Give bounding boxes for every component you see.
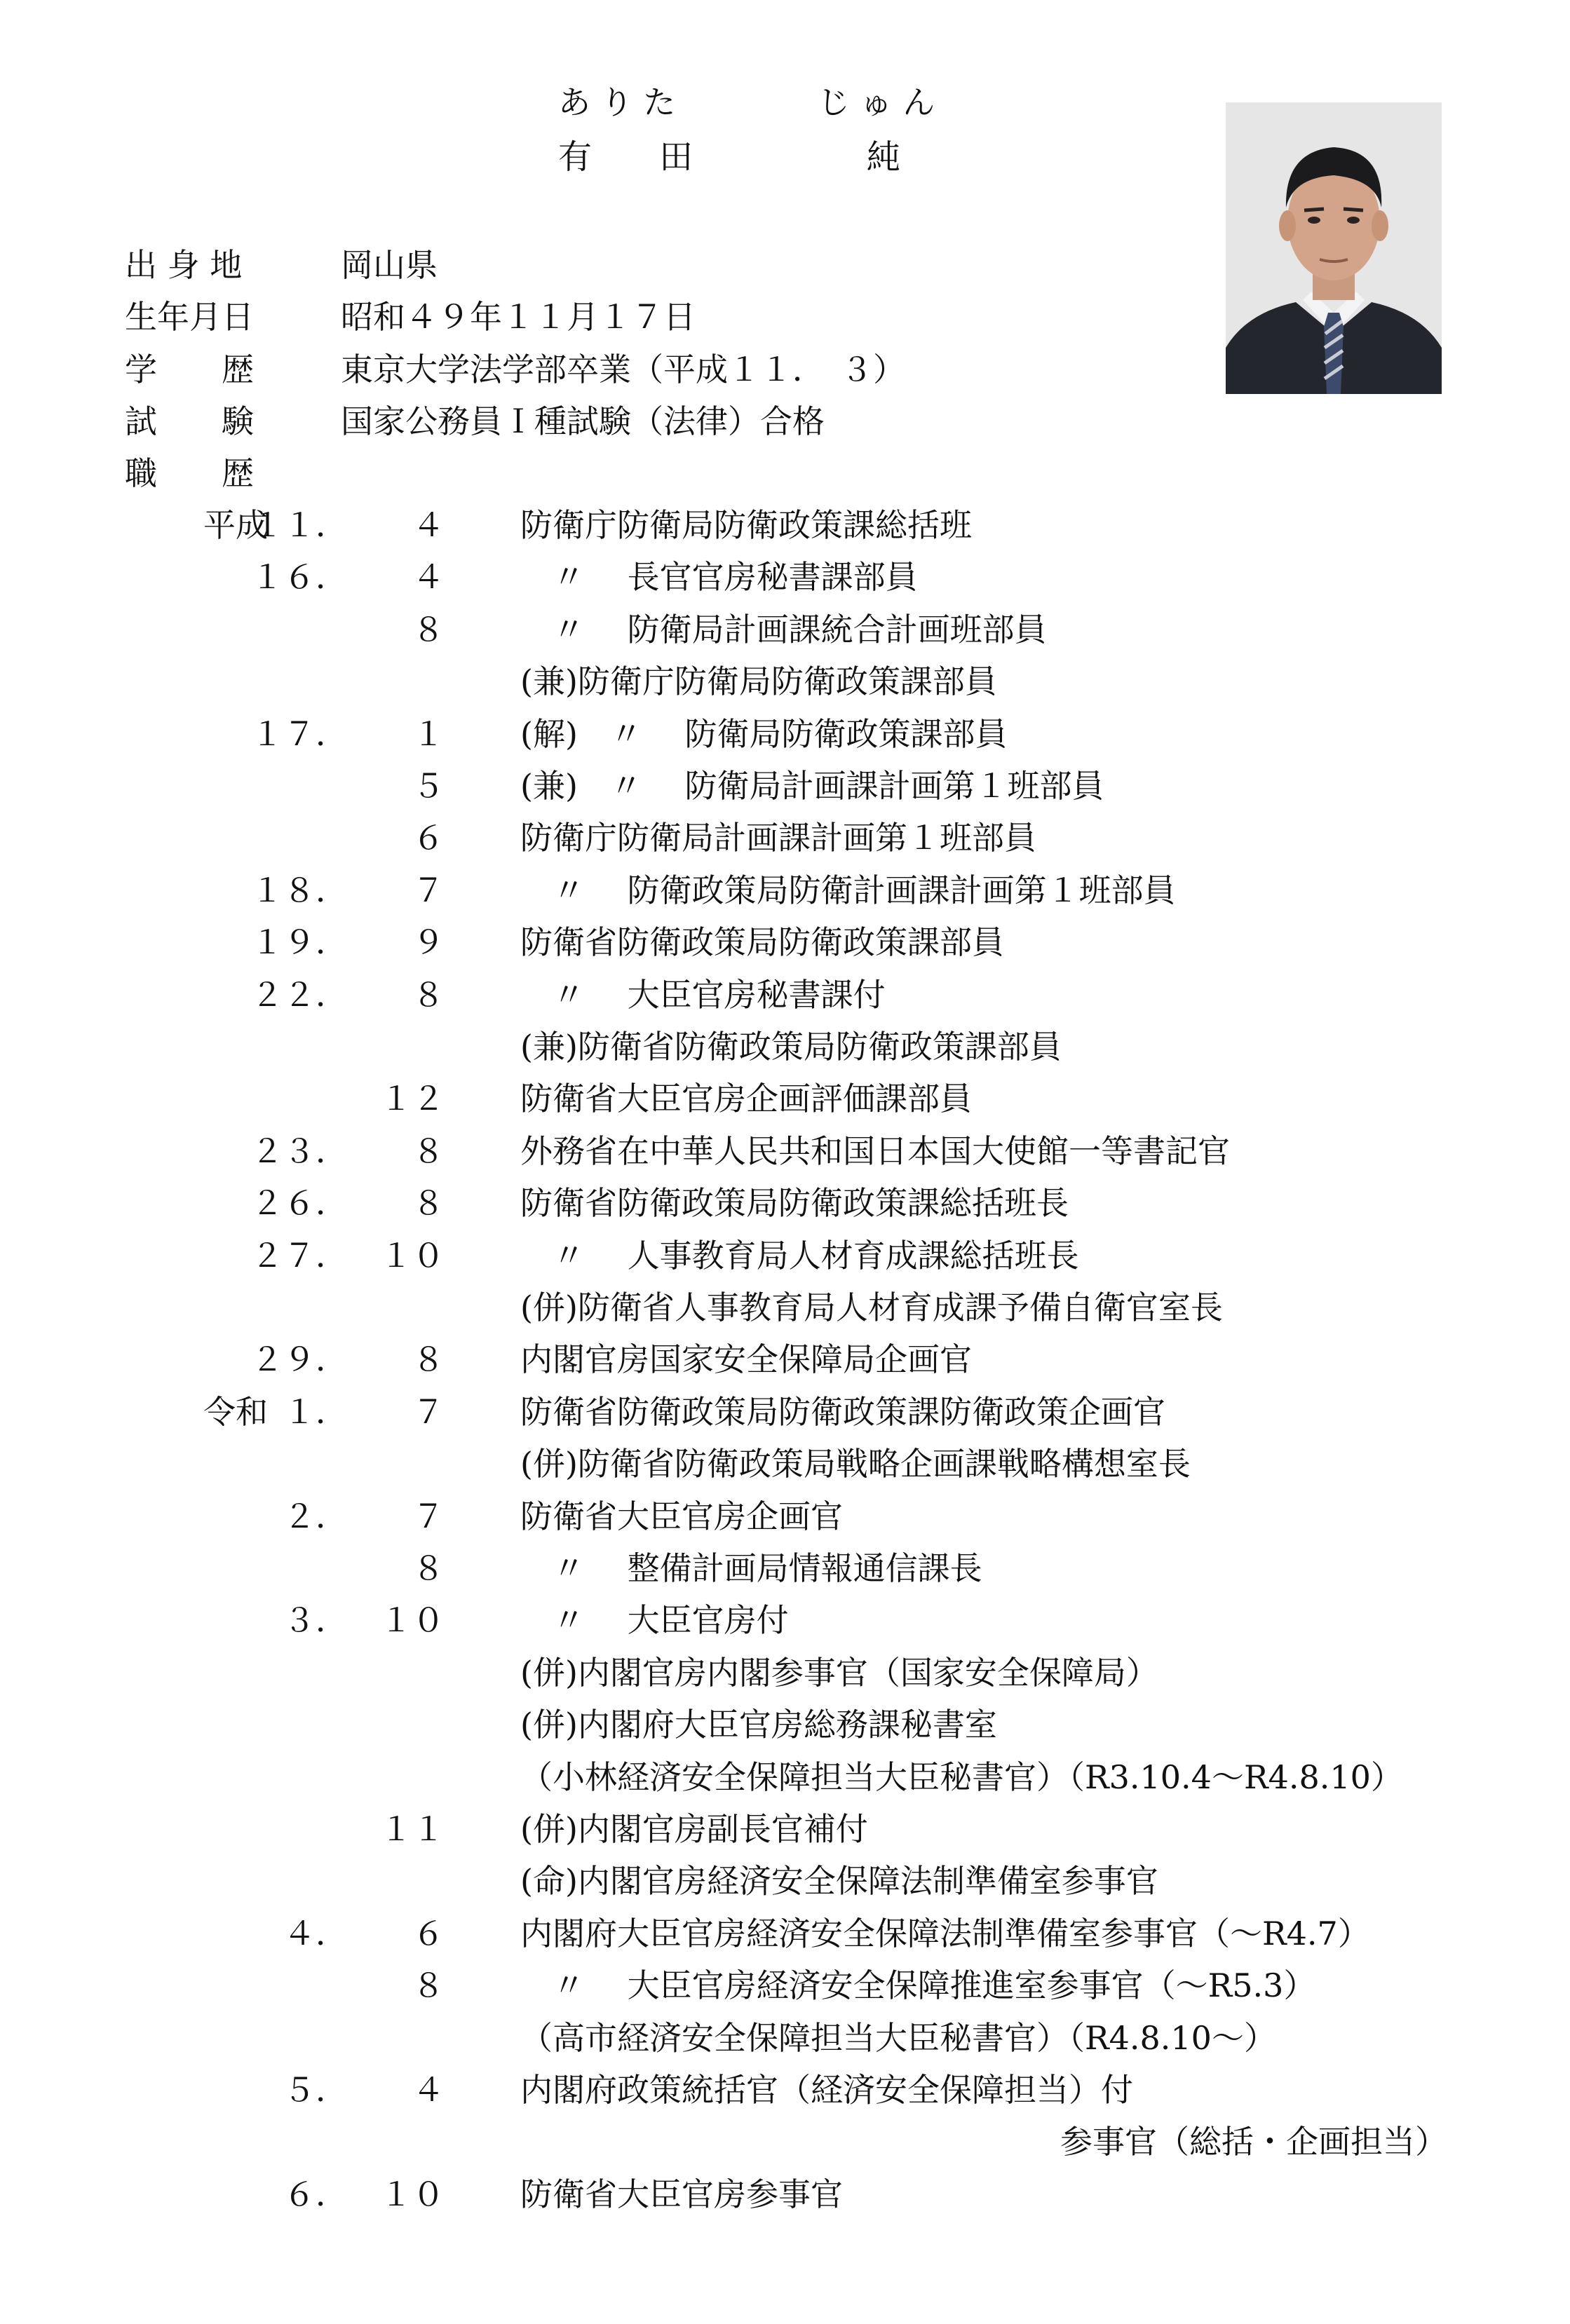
career-year: １８． [251,871,348,909]
career-year: １１． [251,506,348,544]
career-year: ２９． [251,1340,348,1378]
career-year: ３． [283,1601,348,1639]
profile-label: 職 歴 [125,454,254,492]
career-year: ６． [283,2175,348,2213]
career-month: ４ [412,2071,445,2109]
portrait-photo [1226,102,1442,394]
career-text: 〃 長官官房秘書課部員 [520,558,918,596]
career-text: 〃 大臣官房秘書課付 [520,976,886,1014]
career-text: (併)内閣官房内閣参事官（国家安全保障局） [520,1654,1158,1692]
career-text: （高市経済安全保障担当大臣秘書官）（R4.8.10～） [520,2019,1276,2057]
portrait-icon [1226,102,1442,394]
career-month: ８ [412,1966,445,2004]
career-year: ２６． [251,1184,348,1222]
career-month: １２ [380,1080,445,1117]
career-year: ５． [283,2071,348,2109]
profile-value: 国家公務員Ｉ種試験（法律）合格 [341,402,825,440]
career-text: (併)防衛省防衛政策局戦略企画課戦略構想室長 [520,1445,1191,1483]
career-month: ５ [412,767,445,805]
career-month: ４ [412,506,445,544]
career-month: １１ [380,1810,445,1848]
career-text: 参事官（総括・企画担当） [1060,2123,1447,2161]
career-month: ８ [412,611,445,648]
career-text: (解) 〃 防衛局防衛政策課部員 [520,715,1008,753]
career-text: (命)内閣官房経済安全保障法制準備室参事官 [520,1862,1158,1900]
career-text: (併)内閣府大臣官房総務課秘書室 [520,1706,997,1744]
career-year: １． [283,1393,348,1431]
career-month: ８ [412,1549,445,1587]
career-month: １ [412,715,445,753]
name-kanji-given: 純 [867,137,901,177]
career-text: 〃 大臣官房付 [520,1601,789,1639]
career-month: ８ [412,1340,445,1378]
career-year: ４． [283,1915,348,1952]
career-month: ８ [412,1132,445,1170]
career-text: 内閣府政策統括官（経済安全保障担当）付 [520,2071,1133,2109]
profile-label: 試 験 [125,402,254,440]
career-month: ７ [412,871,445,909]
career-text: 防衛省大臣官房企画評価課部員 [520,1080,972,1117]
name-kanji-family: 有 田 [558,137,693,177]
career-text: 外務省在中華人民共和国日本国大使館一等書記官 [520,1132,1230,1170]
career-text: 防衛省防衛政策局防衛政策課防衛政策企画官 [520,1393,1165,1431]
career-year: １６． [251,558,348,596]
career-year: １７． [251,715,348,753]
career-year: ２３． [251,1132,348,1170]
profile-label: 生年月日 [125,298,254,336]
profile-value: 東京大学法学部卒業（平成１１． ３） [341,351,905,388]
career-text: 防衛省大臣官房参事官 [520,2175,843,2213]
career-text: (兼)防衛省防衛政策局防衛政策課部員 [520,1028,1062,1066]
career-text: 内閣官房国家安全保障局企画官 [520,1340,972,1378]
career-month: ８ [412,976,445,1014]
profile-value: 岡山県 [341,246,438,284]
name-kana-given: じ ゅ ん [818,83,935,121]
name-kana-family: あ り た [558,83,676,121]
career-month: ７ [412,1393,445,1431]
career-text: （小林経済安全保障担当大臣秘書官）（R3.10.4～R4.8.10） [520,1758,1403,1796]
career-era: 令和 [203,1393,268,1431]
career-text: 〃 防衛政策局防衛計画課計画第１班部員 [520,871,1176,909]
career-text: (併)防衛省人事教育局人材育成課予備自衛官室長 [520,1289,1223,1326]
career-month: ７ [412,1497,445,1535]
career-text: 内閣府大臣官房経済安全保障法制準備室参事官（～R4.7） [520,1915,1370,1952]
career-text: 〃 整備計画局情報通信課長 [520,1549,982,1587]
career-text: 防衛省防衛政策局防衛政策課総括班長 [520,1184,1069,1222]
career-year: ２７． [251,1237,348,1275]
career-text: 〃 人事教育局人材育成課総括班長 [520,1237,1079,1275]
career-year: ２２． [251,976,348,1014]
career-text: 〃 大臣官房経済安全保障推進室参事官（～R5.3） [520,1966,1316,2004]
career-month: １０ [380,1237,445,1275]
career-era: 平成 [203,506,268,544]
career-text: 〃 防衛局計画課統合計画班部員 [520,611,1047,648]
career-month: ９ [412,923,445,961]
career-month: ８ [412,1184,445,1222]
career-text: (兼)防衛庁防衛局防衛政策課部員 [520,662,997,700]
profile-label: 出 身 地 [125,246,243,284]
career-year: １９． [251,923,348,961]
career-text: 防衛庁防衛局防衛政策課総括班 [520,506,972,544]
career-month: ６ [412,1915,445,1952]
career-month: １０ [380,2175,445,2213]
career-month: ６ [412,819,445,857]
career-text: (併)内閣官房副長官補付 [520,1810,868,1848]
career-year: ２． [283,1497,348,1535]
career-text: 防衛庁防衛局計画課計画第１班部員 [520,819,1036,857]
career-text: 防衛省大臣官房企画官 [520,1497,843,1535]
career-month: １０ [380,1601,445,1639]
profile-label: 学 歴 [125,351,254,388]
profile-value: 昭和４９年１１月１７日 [341,298,696,336]
career-month: ４ [412,558,445,596]
career-text: 防衛省防衛政策局防衛政策課部員 [520,923,1004,961]
career-text: (兼) 〃 防衛局計画課計画第１班部員 [520,767,1104,805]
